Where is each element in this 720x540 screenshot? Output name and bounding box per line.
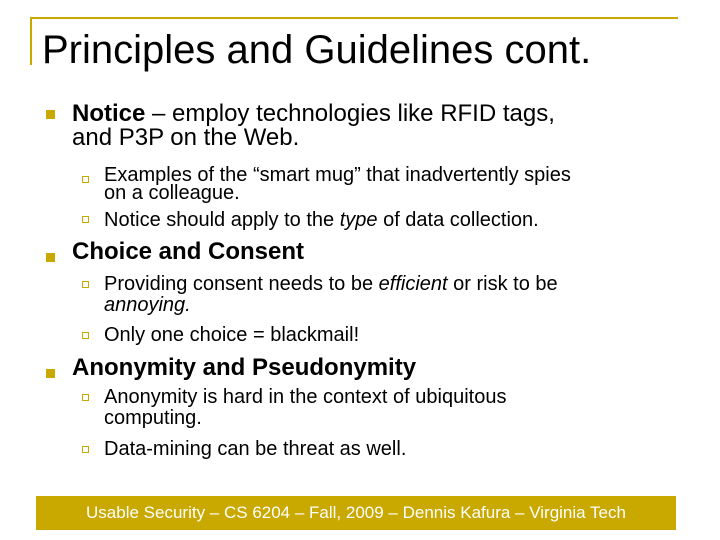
bullet-notice-heading: Notice [72,100,146,127]
sub-choice-consent-line2 [104,295,191,316]
slide-title: Principles and Guidelines cont. [42,28,592,72]
sub-anonymity-line2: computing. [104,407,202,429]
bullet-notice-text-line2: and P3P on the Web. [72,124,300,151]
sub-choice-consent-post: or risk to be [447,273,558,295]
bullet-square-icon [46,369,55,378]
bullet-choice-name: Choice and Consent [72,238,305,265]
sub-bullet-square-icon [82,176,89,183]
sub-bullet-square-icon [82,332,89,339]
sub-notice-type-pre: Notice should apply to the [104,209,340,231]
sub-anonymity-line1: Anonymity is hard in the context of ubiquitous [104,386,507,408]
sub-choice-consent-em: efficient [378,273,448,295]
sub-datamining: Data-mining can be threat as well. [104,438,407,460]
bullet-square-icon [46,110,55,119]
bullet-square-icon [46,253,55,262]
sub-choice-consent-line1 [104,274,558,295]
bullet-choice-heading [72,239,304,265]
title-top-rule [30,17,678,19]
bullet-anonymity-name: Anonymity and Pseudonymity [72,354,417,381]
slide-footer: Usable Security – CS 6204 – Fall, 2009 – Dennis Kafura – Virginia Tech [36,496,676,530]
sub-choice-blackmail: Only one choice = blackmail! [104,324,360,346]
title-left-rule [30,17,32,65]
bullet-anonymity-heading [72,355,416,381]
sub-bullet-square-icon [82,446,89,453]
sub-bullet-square-icon [82,394,89,401]
sub-choice-consent-line2-em: annoying. [104,294,191,316]
bullet-notice-text-line1: – employ technologies like RFID tags, [145,100,555,127]
sub-bullet-square-icon [82,281,89,288]
sub-choice-consent-pre: Providing consent needs to be [104,273,379,295]
sub-notice-type-em: type [339,209,378,231]
sub-notice-smart-mug-line2: on a colleague. [104,182,240,204]
sub-notice-smart-mug-line1: Examples of the “smart mug” that inadvertently spies [104,164,571,186]
sub-notice-type-post: of data collection. [377,209,539,231]
sub-notice-type [104,210,539,231]
sub-bullet-square-icon [82,216,89,223]
